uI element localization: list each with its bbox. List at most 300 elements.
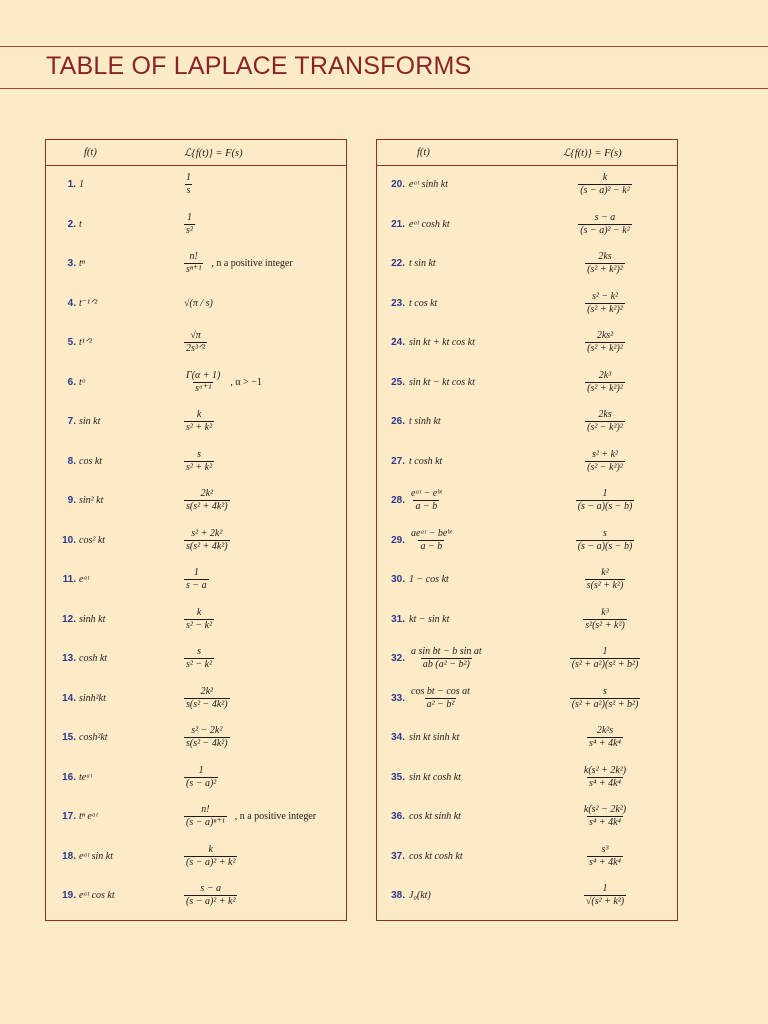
f-of-t [409, 363, 475, 403]
table-row [46, 205, 346, 245]
transform [555, 284, 655, 324]
transform-fraction-numerator: s² − 2k² [191, 725, 223, 737]
table-row [46, 481, 346, 521]
transform-fraction-denominator: sⁿ⁺¹ [186, 264, 202, 276]
table-row [46, 402, 346, 442]
entry-number: 6. [67, 376, 76, 388]
f-of-t [79, 442, 102, 482]
transform-fraction-numerator: k(s² + 2k²) [583, 764, 627, 776]
entry-number: 12. [62, 613, 76, 625]
entry-number: 1. [67, 179, 76, 190]
f-of-t [79, 837, 113, 877]
f-of-t [79, 244, 85, 284]
transform-fraction [184, 567, 209, 592]
f-of-t [409, 797, 461, 837]
entry-number: 31. [391, 613, 405, 625]
table-row [46, 837, 346, 877]
transform-fraction-numerator: 2ks² [596, 330, 614, 342]
entry-number: 3. [67, 258, 76, 269]
table-row [377, 639, 677, 679]
transform [184, 876, 237, 916]
entry-number: 30. [391, 574, 405, 585]
f-of-t-expression: cosh²kt [79, 732, 108, 744]
transform-fraction [584, 883, 626, 908]
transform-fraction [578, 212, 631, 237]
transform [184, 402, 214, 442]
f-of-t-fraction-denominator: a² − b² [426, 698, 455, 710]
transform-fraction-numerator: k [196, 409, 202, 421]
entry-number: 17. [62, 811, 76, 822]
f-of-t-expression: t sin kt [409, 258, 436, 270]
transform-fraction [570, 686, 641, 711]
table-row [377, 363, 677, 403]
f-of-t [409, 244, 436, 284]
entry-number: 25. [391, 376, 405, 388]
transform [555, 600, 655, 640]
transform-fraction-denominator: s² − k² [186, 619, 213, 631]
f-of-t-expression: sin kt sinh kt [409, 732, 460, 744]
transform [555, 679, 655, 719]
transform-fraction-numerator: s [197, 646, 201, 658]
entry-number: 28. [391, 495, 405, 506]
right-table [376, 139, 678, 921]
transform-fraction-denominator: (s² + k²)² [587, 382, 623, 394]
transform-fraction-numerator: 2k² [200, 685, 214, 697]
f-of-t [79, 718, 108, 758]
transform [184, 323, 207, 363]
entry-number: 10. [62, 534, 76, 546]
transform-note: , n a positive integer [211, 258, 293, 270]
f-of-t-expression: eᵃᵗ [79, 574, 90, 586]
transform-fraction [184, 251, 203, 276]
f-of-t-expression: eᵃᵗ sin kt [79, 850, 113, 862]
transform-fraction-denominator: s² + k² [186, 422, 213, 434]
transform-fraction [184, 686, 230, 711]
transform-fraction [184, 844, 237, 869]
transform-fraction-denominator: s² − k² [186, 659, 213, 671]
transform-fraction-numerator: n! [189, 251, 198, 263]
transform-fraction-numerator: Γ(α + 1) [186, 369, 221, 381]
transform-fraction-denominator: sᵅ⁺¹ [195, 382, 212, 394]
transform-fraction-numerator: 1 [602, 883, 608, 895]
transform-fraction-numerator: s [603, 685, 607, 697]
table-row [46, 679, 346, 719]
table-row [377, 521, 677, 561]
top-rule [0, 46, 768, 47]
transform-fraction-denominator: (s² + a²)(s² + b²) [571, 698, 639, 710]
f-of-t-fraction-numerator: aeᵃᵗ − beᵇᵗ [411, 527, 452, 539]
f-of-t-fraction [409, 686, 472, 711]
f-of-t-expression: sin kt [79, 416, 101, 428]
transform-fraction-numerator: 1 [602, 646, 608, 658]
transform-fraction [585, 567, 626, 592]
f-of-t-expression: sin² kt [79, 495, 104, 507]
transform-fraction-denominator: (s² + k²)² [587, 343, 623, 355]
left-table-header [46, 140, 346, 166]
transform-fraction [184, 449, 214, 474]
f-of-t-expression: tᵅ [79, 376, 86, 388]
transform-fraction-numerator: 1 [193, 567, 199, 579]
f-of-t-expression: t [79, 218, 82, 230]
transform-fraction-denominator: s⁴ + 4k⁴ [588, 856, 622, 868]
f-of-t-expression: tⁿ eᵃᵗ [79, 811, 98, 823]
transform [555, 718, 655, 758]
entry-number: 19. [62, 890, 76, 901]
table-row [46, 876, 346, 916]
transform-fraction [585, 449, 625, 474]
f-of-t [409, 481, 444, 521]
transform-fraction-denominator: s(s² + 4k²) [186, 501, 228, 513]
transform-fraction [184, 488, 230, 513]
table-row [46, 718, 346, 758]
transform [184, 205, 195, 245]
f-of-t-expression: cosh kt [79, 653, 108, 665]
f-of-t-expression: sin kt cosh kt [409, 771, 461, 783]
table-row [377, 481, 677, 521]
transform-fraction-denominator: (s − a)ⁿ⁺¹ [186, 817, 225, 829]
f-of-t-expression: J₀(kt) [409, 890, 431, 902]
transform [555, 363, 655, 403]
table-row [377, 718, 677, 758]
entry-number: 33. [391, 692, 405, 704]
f-of-t-fraction-denominator: a − b [415, 501, 438, 513]
table-row [377, 876, 677, 916]
table-row [46, 560, 346, 600]
entry-number: 18. [62, 850, 76, 862]
f-of-t [409, 639, 484, 679]
transform-fraction-denominator: (s − a)(s − b) [577, 501, 633, 513]
transform-fraction-numerator: k [196, 606, 202, 618]
transform [184, 442, 214, 482]
transform-fraction-numerator: s² + k² [591, 448, 619, 460]
f-of-t-expression: cos kt sinh kt [409, 811, 461, 823]
transform-fraction-numerator: k [602, 172, 608, 184]
transform [555, 205, 655, 245]
f-of-t-expression: sin kt − kt cos kt [409, 376, 475, 388]
f-of-t [79, 560, 89, 600]
entry-number: 13. [62, 653, 76, 664]
f-of-t-expression: 1 [79, 179, 84, 191]
transform-fraction-denominator: (s² − k²)² [587, 422, 623, 434]
f-of-t [79, 284, 97, 324]
transform-fraction [184, 212, 195, 237]
transform-fraction [184, 725, 230, 750]
f-of-t-expression: t cos kt [409, 297, 438, 309]
transform-fraction [570, 646, 641, 671]
transform-fraction-denominator: (s − a)(s − b) [577, 540, 633, 552]
transform-fraction-denominator: (s² + k²)² [587, 303, 623, 315]
entry-number: 21. [391, 218, 405, 230]
page-title: TABLE OF LAPLACE TRANSFORMS [46, 52, 472, 80]
f-of-t-expression: t⁻¹ᐟ² [79, 297, 98, 309]
f-of-t [79, 481, 103, 521]
transform-fraction-numerator: 1 [198, 764, 204, 776]
transform [555, 876, 655, 916]
transform [555, 323, 655, 363]
f-of-t [79, 758, 92, 798]
f-of-t [79, 205, 82, 245]
entry-number: 5. [67, 337, 76, 348]
table-row [377, 837, 677, 877]
transform-fraction-numerator: s − a [594, 211, 616, 223]
transform-fraction-numerator: k [208, 843, 213, 855]
table-row [377, 284, 677, 324]
transform-fraction [583, 607, 627, 632]
transform-fraction [184, 528, 230, 553]
f-of-t [409, 521, 454, 561]
header-ft: f(t) [84, 147, 97, 158]
f-of-t [409, 718, 459, 758]
transform-fraction-numerator: s [603, 527, 607, 539]
transform [555, 797, 655, 837]
transform [555, 521, 655, 561]
f-of-t [79, 679, 106, 719]
table-row [377, 205, 677, 245]
transform [184, 639, 214, 679]
f-of-t-expression: sinh²kt [79, 692, 106, 704]
table-row [46, 442, 346, 482]
transform-fraction-denominator: s(s² + 4k²) [186, 540, 228, 552]
entry-number: 4. [67, 297, 76, 309]
f-of-t [409, 560, 449, 600]
transform-fraction-numerator: 1 [186, 172, 191, 184]
entry-number: 29. [391, 534, 405, 546]
transform-fraction [184, 765, 218, 790]
transform-fraction-denominator: s − a [186, 580, 207, 592]
transform-fraction [184, 804, 227, 829]
transform-fraction-numerator: 2ks [598, 251, 612, 263]
f-of-t [409, 323, 475, 363]
table-row [46, 639, 346, 679]
transform-fraction-denominator: s(s² + k²) [586, 580, 624, 592]
entry-number: 22. [391, 258, 405, 269]
transform-fraction-denominator: (s² + a²)(s² + b²) [571, 659, 639, 671]
transform-fraction-denominator: s(s² − 4k²) [186, 698, 228, 710]
f-of-t [79, 600, 105, 640]
entry-number: 27. [391, 455, 405, 467]
transform-fraction-denominator: (s − a)² − k² [580, 185, 630, 197]
f-of-t [409, 402, 441, 442]
entry-number: 35. [391, 771, 405, 783]
transform [184, 165, 193, 205]
f-of-t [79, 797, 98, 837]
table-row [377, 165, 677, 205]
transform-fraction-numerator: k³ [601, 606, 609, 618]
f-of-t-expression: t sinh kt [409, 416, 441, 428]
entry-number: 34. [391, 732, 405, 743]
f-of-t [79, 521, 105, 561]
f-of-t-expression: tⁿ [79, 258, 85, 270]
f-of-t-expression: cos² kt [79, 534, 106, 546]
transform-fraction [184, 646, 214, 671]
transform-fraction [578, 172, 631, 197]
f-of-t-expression: cos kt cosh kt [409, 850, 463, 862]
transform-fraction-denominator: (s² − k²)² [587, 461, 623, 473]
f-of-t-expression: eᵃᵗ cos kt [79, 890, 115, 902]
f-of-t [79, 402, 100, 442]
transform-fraction-denominator: (s − a)² + k² [186, 896, 236, 908]
transform-fraction-denominator: √(s² + k²) [585, 896, 625, 908]
transform-fraction-numerator: k² [601, 567, 609, 579]
f-of-t-expression: eᵃᵗ cosh kt [409, 218, 450, 230]
transform [555, 560, 655, 600]
table-row [46, 600, 346, 640]
f-of-t [79, 323, 92, 363]
transform [184, 600, 214, 640]
transform-fraction-denominator: s⁴ + 4k⁴ [588, 817, 622, 829]
transform-fraction-denominator: s⁴ + 4k⁴ [588, 738, 622, 750]
transform-fraction-denominator: s(s² − 4k²) [186, 738, 228, 750]
f-of-t [409, 600, 449, 640]
transform-fraction-denominator: s [186, 185, 191, 197]
transform [184, 560, 209, 600]
f-of-t-fraction-denominator: ab (a² − b²) [422, 659, 470, 671]
f-of-t [409, 284, 437, 324]
transform [184, 521, 230, 561]
table-row [377, 442, 677, 482]
transform [555, 442, 655, 482]
entry-number: 20. [391, 179, 405, 190]
transform-expression: √(π / s) [184, 297, 213, 309]
transform-fraction [585, 251, 625, 276]
f-of-t [79, 876, 115, 916]
transform-fraction [585, 370, 625, 395]
transform-fraction-numerator: 2k² [200, 488, 214, 500]
transform-fraction-numerator: √π [190, 330, 201, 342]
entry-number: 8. [67, 455, 76, 467]
f-of-t-fraction [409, 646, 484, 671]
table-row [46, 284, 346, 324]
table-row [46, 165, 346, 205]
entry-number: 37. [391, 850, 405, 862]
transform-note: , α > −1 [230, 376, 262, 388]
transform-fraction [582, 804, 628, 829]
entry-number: 23. [391, 297, 405, 309]
entry-number: 36. [391, 811, 405, 822]
f-of-t [79, 363, 86, 403]
transform-fraction-numerator: 2k³ [598, 369, 612, 381]
entry-number: 15. [62, 732, 76, 743]
entry-number: 16. [62, 771, 76, 783]
table-row [377, 560, 677, 600]
transform-fraction-denominator: s²(s² + k²) [585, 619, 625, 631]
f-of-t [409, 679, 472, 719]
f-of-t [409, 205, 450, 245]
entry-number: 32. [391, 653, 405, 664]
entry-number: 38. [391, 890, 405, 901]
transform-fraction-denominator: (s − a)² + k² [186, 856, 236, 868]
header-Fs: ℒ{f(t)} = F(s) [563, 148, 622, 159]
transform-fraction-denominator: s² [186, 224, 193, 236]
f-of-t-fraction [409, 528, 454, 553]
transform [184, 797, 316, 837]
table-row [46, 244, 346, 284]
f-of-t-fraction-numerator: eᵃᵗ − eᵇᵗ [411, 488, 442, 500]
entry-number: 11. [62, 574, 76, 585]
transform-fraction-numerator: n! [201, 804, 210, 816]
table-row [377, 679, 677, 719]
transform-fraction [587, 844, 623, 869]
header-Fs: ℒ{f(t)} = F(s) [184, 148, 243, 159]
table-row [377, 600, 677, 640]
transform [184, 837, 237, 877]
transform-fraction-denominator: s⁴ + 4k⁴ [588, 777, 622, 789]
f-of-t-fraction-numerator: cos bt − cos at [411, 685, 470, 697]
transform-fraction-numerator: s³ [601, 843, 609, 855]
f-of-t-expression: t¹ᐟ² [79, 337, 93, 349]
f-of-t-expression: t cosh kt [409, 455, 443, 467]
f-of-t [409, 837, 463, 877]
entry-number: 9. [67, 495, 76, 506]
f-of-t [409, 165, 448, 205]
transform [184, 679, 230, 719]
transform-fraction-numerator: s [197, 448, 201, 460]
f-of-t-expression: 1 − cos kt [409, 574, 449, 586]
transform [184, 718, 230, 758]
entry-number: 24. [391, 337, 405, 348]
transform-fraction [587, 725, 623, 750]
entry-number: 14. [62, 692, 76, 704]
transform-fraction [184, 370, 222, 395]
f-of-t [79, 165, 84, 205]
table-row [377, 758, 677, 798]
transform-fraction-numerator: 2k²s [596, 725, 614, 737]
transform-fraction [585, 291, 625, 316]
transform [555, 165, 655, 205]
table-row [46, 758, 346, 798]
transform-fraction-numerator: 2ks [598, 409, 612, 421]
transform-fraction [184, 409, 214, 434]
f-of-t-fraction-denominator: a − b [420, 540, 443, 552]
transform [184, 244, 293, 284]
f-of-t-expression: sin kt + kt cos kt [409, 337, 475, 349]
f-of-t-expression: kt − sin kt [409, 613, 450, 625]
transform [184, 363, 262, 403]
transform [555, 244, 655, 284]
transform-fraction [184, 607, 214, 632]
transform [184, 481, 230, 521]
transform-fraction-numerator: s − a [200, 883, 222, 895]
transform-fraction [576, 488, 635, 513]
header-ft: f(t) [417, 147, 430, 158]
transform [184, 284, 213, 324]
transform-fraction [585, 330, 625, 355]
transform [555, 402, 655, 442]
transform-fraction-denominator: s² + k² [186, 461, 213, 473]
f-of-t-fraction [409, 488, 444, 513]
transform-fraction-denominator: (s − a)² − k² [580, 224, 630, 236]
transform [555, 758, 655, 798]
f-of-t-expression: eᵃᵗ sinh kt [409, 179, 448, 191]
transform-fraction-numerator: 1 [186, 211, 192, 223]
table-row [46, 797, 346, 837]
transform-fraction-numerator: s² + 2k² [191, 527, 223, 539]
transform [555, 837, 655, 877]
f-of-t-expression: teᵃᵗ [79, 771, 92, 783]
entry-number: 7. [67, 416, 76, 427]
f-of-t-expression: sinh kt [79, 613, 106, 625]
left-table [45, 139, 347, 921]
f-of-t-expression: cos kt [79, 455, 103, 467]
transform-fraction [184, 330, 207, 355]
right-table-header [377, 140, 677, 166]
f-of-t-fraction-numerator: a sin bt − b sin at [411, 646, 482, 658]
transform-fraction-denominator: 2s³ᐟ² [186, 343, 206, 355]
transform-fraction-numerator: k(s² − 2k²) [583, 804, 627, 816]
transform [184, 758, 218, 798]
entry-number: 2. [67, 218, 76, 230]
transform-fraction [576, 528, 635, 553]
